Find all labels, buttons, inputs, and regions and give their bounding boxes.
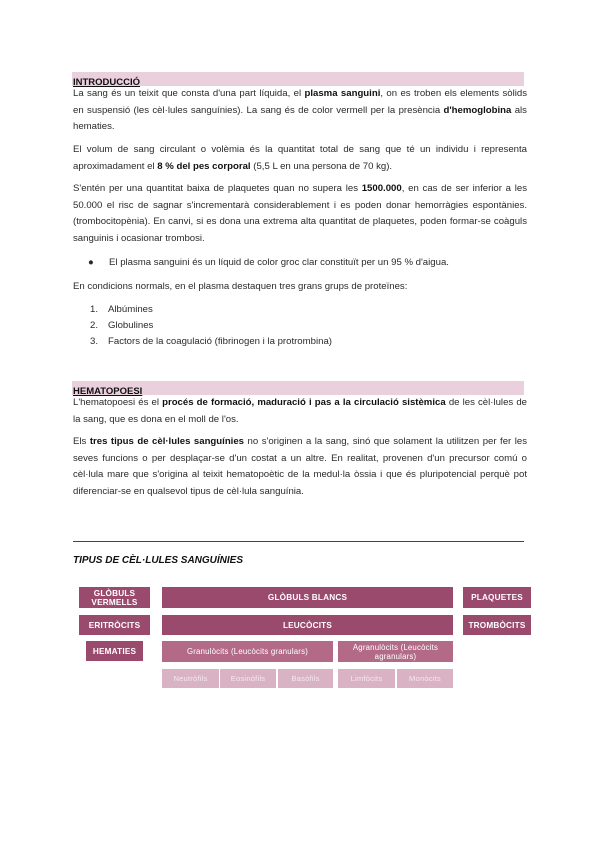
list-number: 3. [90, 336, 99, 347]
bold-text: 1500.000 [361, 183, 402, 194]
box-monocits: Monòcits [397, 669, 453, 688]
paragraph [73, 181, 527, 247]
text-run: de les cèl·lules de la sang, que es dona en el moll de l'os. [73, 397, 528, 425]
box-neutrofils: Neutròfils [162, 669, 219, 688]
bold-text: 8 % del pes corporal [157, 160, 251, 172]
box-trombocits: TROMBÒCITS [463, 615, 531, 635]
box-globuls-vermells: GLÒBULS VERMELLS [79, 587, 150, 608]
section-title: INTRODUCCIÓ [73, 77, 141, 88]
list-number: 2. [90, 320, 99, 331]
bullet-icon: ● [88, 257, 94, 268]
text-run: , en cas de ser inferior a les 50.000 el risc de sagnar s'incrementarà considerablement i es poden donar hemorràgies espontànies. (trombocitopènia). En canvi, si es dona una extrema alta quantitat de plaquetes, poden formar-se coàguls sanguinis i ocasionar trombosi. [73, 183, 527, 244]
text-run: La sang és un teixit que consta d'una part líquida, el [73, 88, 305, 99]
bullet-text: El plasma sanguini és un líquid de color groc clar constituït per un 95 % d'aigua. [109, 257, 449, 268]
text-run: , on es troben els elements sòlids en suspensió (les cèl·lules sanguínies). La sang és de color vermell per la presència [73, 88, 527, 116]
paragraph: En condicions normals, en el plasma destaquen tres grans grups de proteïnes: [73, 281, 408, 292]
paragraph [73, 434, 527, 500]
section-heading-hematopoesi [72, 381, 524, 395]
paragraph [73, 142, 527, 175]
section-title: HEMATOPOESI [73, 386, 143, 397]
list-text: Albúmines [108, 304, 153, 315]
list-number: 1. [90, 304, 99, 315]
box-eosinofils: Eosinòfils [220, 669, 276, 688]
box-hematies: HEMATIES [86, 641, 143, 661]
divider [73, 541, 524, 542]
bold-text: procés de formació, maduració i pas a la circulació sistèmica [162, 397, 446, 408]
box-leucocits: LEUCÒCITS [162, 615, 453, 635]
diagram-title: TIPUS DE CÈL·LULES SANGUÍNIES [73, 555, 244, 566]
list-item [90, 319, 153, 333]
bold-text: plasma sanguini [304, 88, 381, 99]
list-item [90, 335, 332, 349]
text-run: El volum de sang circulant o volèmia és la quantitat total de sang que té un individu i representa aproximadament el [73, 144, 527, 172]
paragraph [73, 86, 527, 136]
box-agranulocits: Agranulòcits (Leucòcits agranulars) [338, 641, 453, 662]
text-run: (5,5 L en una persona de 70 kg). [250, 160, 393, 172]
box-limfocits: Limfòcits [338, 669, 395, 688]
box-eritrocits: ERITRÒCITS [79, 615, 150, 635]
text-run: als hematies. [73, 104, 527, 132]
text-run: no s'originen a la sang, sinó que solament la utilitzen per fer les seves funcions o per desplaçar-se d'un costat a un altre. En realitat, provenen d'un precursor comú o cèl·lula mare que s'origina al teixit hematopoètic de la medul·la òssia i que és pluripotencial perquè pot diferenciar-se en qualsevol tipus de cèl·lula sanguínia. [73, 436, 527, 497]
list-text: Globulines [108, 320, 154, 331]
bold-text: d'hemoglobina [443, 104, 512, 116]
text-run: Els [73, 436, 90, 447]
list-text: Factors de la coagulació (fibrinogen i la protrombina) [108, 336, 332, 347]
paragraph [73, 395, 527, 428]
bold-text: tres tipus de cèl·lules sanguínies [89, 436, 245, 447]
box-basofils: Basòfils [278, 669, 333, 688]
text-run: L'hematopoesi és el [73, 397, 163, 408]
text-run: S'entén per una quantitat baixa de plaquetes quan no supera les [73, 183, 362, 194]
list-item [90, 303, 153, 317]
box-globuls-blancs: GLÒBULS BLANCS [162, 587, 453, 608]
box-granulocits: Granulòcits (Leucòcits granulars) [162, 641, 333, 662]
box-plaquetes: PLAQUETES [463, 587, 531, 608]
section-heading-introduccio [72, 72, 524, 86]
